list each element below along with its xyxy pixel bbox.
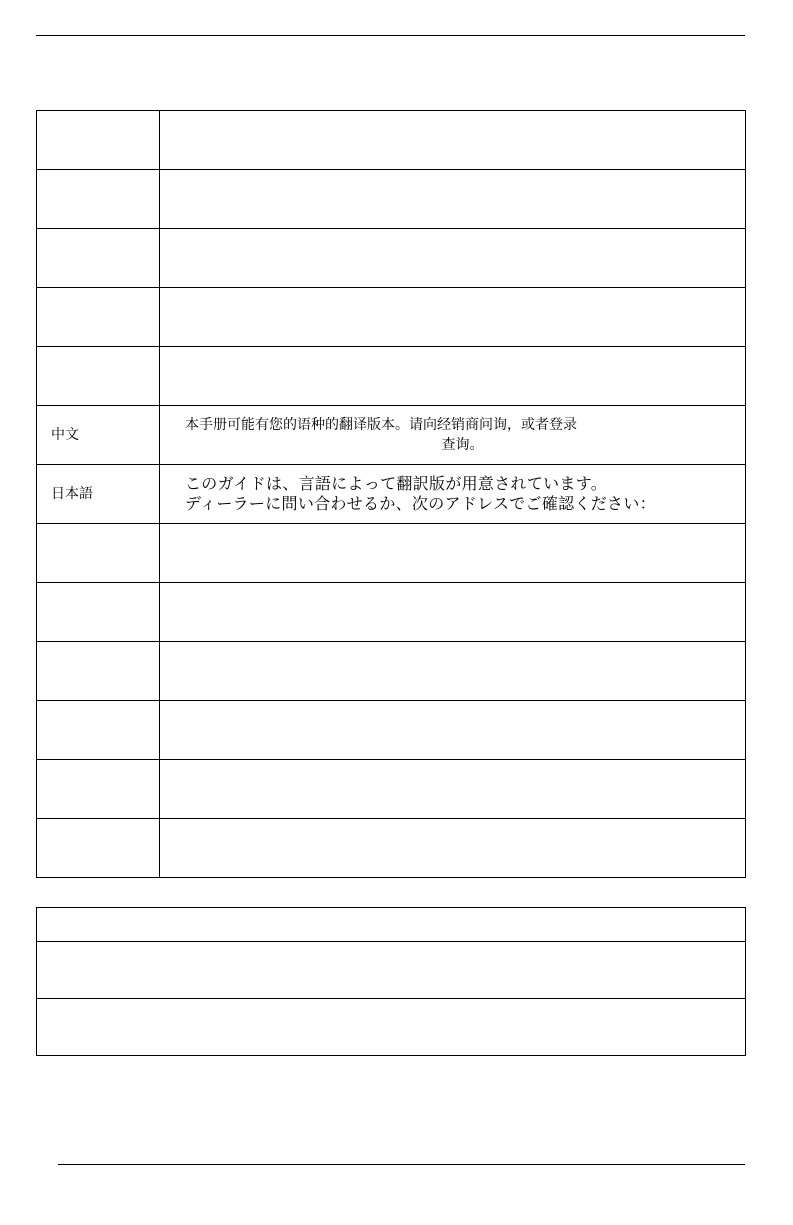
language-message (160, 819, 746, 878)
language-message-japanese (160, 465, 746, 524)
footer-rule (58, 1164, 745, 1165)
language-label (37, 760, 160, 819)
language-message (160, 642, 746, 701)
message-line: 查询。 (441, 437, 484, 453)
language-row (37, 760, 746, 819)
language-row (37, 642, 746, 701)
info-box-row (37, 942, 746, 999)
language-message (160, 229, 746, 288)
language-row-chinese (37, 406, 746, 465)
language-label-japanese: 日本語 (37, 465, 160, 524)
info-box-header (37, 908, 746, 942)
language-row (37, 583, 746, 642)
language-row (37, 701, 746, 760)
language-row (37, 288, 746, 347)
language-label (37, 111, 160, 170)
language-message (160, 170, 746, 229)
language-message (160, 583, 746, 642)
info-box-cell (37, 999, 746, 1056)
language-row (37, 170, 746, 229)
language-label (37, 288, 160, 347)
info-box-row (37, 999, 746, 1056)
language-label (37, 170, 160, 229)
language-message (160, 111, 746, 170)
language-row (37, 819, 746, 878)
message-line: ディーラーに問い合わせるか、次のアドレスでご確認ください： (185, 494, 656, 513)
info-box (36, 907, 746, 1056)
language-label (37, 819, 160, 878)
language-label-chinese: 中文 (37, 406, 160, 465)
message-line: このガイドは、言語によって翻訳版が用意されています。 (185, 474, 608, 493)
language-label (37, 583, 160, 642)
language-label (37, 229, 160, 288)
language-row (37, 111, 746, 170)
info-box-cell (37, 942, 746, 999)
language-row (37, 229, 746, 288)
language-message-chinese (160, 406, 746, 465)
language-message (160, 288, 746, 347)
language-label (37, 642, 160, 701)
language-table (36, 110, 746, 878)
language-message (160, 524, 746, 583)
language-label (37, 701, 160, 760)
language-label (37, 347, 160, 406)
language-row-japanese (37, 465, 746, 524)
message-line: 本手册可能有您的语种的翻译版本。请向经销商问询，或者登录 (185, 417, 577, 433)
language-message (160, 760, 746, 819)
header-rule (36, 35, 745, 36)
language-message (160, 701, 746, 760)
language-message (160, 347, 746, 406)
language-row (37, 347, 746, 406)
info-box-header-row (37, 908, 746, 942)
language-label (37, 524, 160, 583)
language-row (37, 524, 746, 583)
